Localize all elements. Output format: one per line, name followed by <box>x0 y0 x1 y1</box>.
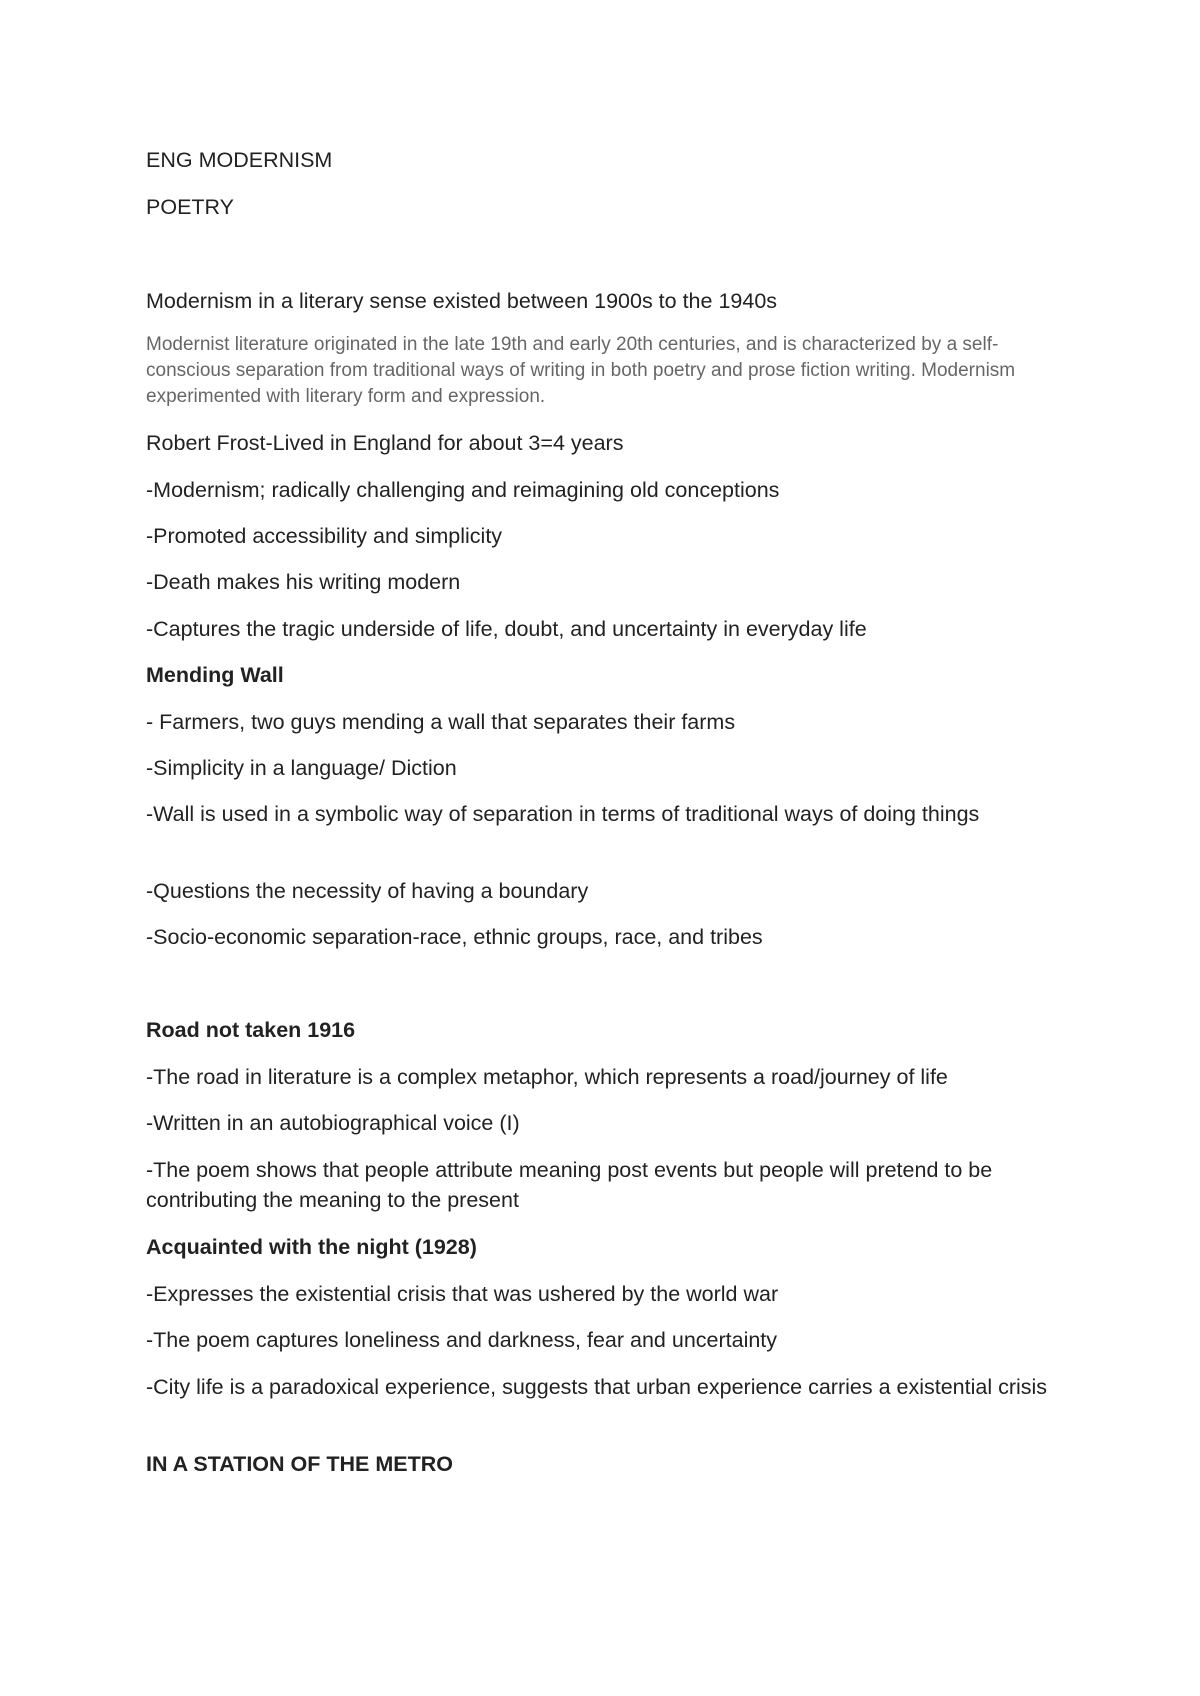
list-item: -Modernism; radically challenging and reimagining old conceptions <box>146 478 780 502</box>
list-item: -Simplicity in a language/ Diction <box>146 756 457 780</box>
intro-text: Modernism in a literary sense existed between 1900s to the 1940s <box>146 289 778 313</box>
section-heading-acquainted: Acquainted with the night (1928) <box>146 1235 477 1259</box>
list-item: -The road in literature is a complex metaphor, which represents a road/journey of life <box>146 1065 948 1089</box>
section-heading-metro: IN A STATION OF THE METRO <box>146 1452 453 1476</box>
document-title: ENG MODERNISM <box>146 148 333 172</box>
section-heading-mending-wall: Mending Wall <box>146 663 284 687</box>
list-item: - Farmers, two guys mending a wall that separates their farms <box>146 710 736 734</box>
list-item: -Captures the tragic underside of life, doubt, and uncertainty in everyday life <box>146 617 867 641</box>
list-item: -Death makes his writing modern <box>146 570 461 594</box>
list-item: -The poem shows that people attribute meaning post events but people will pretend to be contributing the meaning to the present <box>146 1158 993 1212</box>
list-item: -Questions the necessity of having a boundary <box>146 879 589 903</box>
intro-detail: Modernist literature originated in the late 19th and early 20th centuries, and is characterized by a self-conscious separation from traditional ways of writing in both poetry and prose fiction writing. Modernism experimented with literary form and expression. <box>146 334 1016 407</box>
list-item: -Wall is used in a symbolic way of separation in terms of traditional ways of doing things <box>146 802 980 826</box>
section-heading-road-not-taken: Road not taken 1916 <box>146 1018 356 1042</box>
frost-heading: Robert Frost-Lived in England for about 3=4 years <box>146 431 624 455</box>
list-item: -Promoted accessibility and simplicity <box>146 524 503 548</box>
list-item: -Socio-economic separation-race, ethnic groups, race, and tribes <box>146 925 763 949</box>
document-subtitle: POETRY <box>146 195 235 219</box>
list-item: -City life is a paradoxical experience, suggests that urban experience carries a existential crisis <box>146 1375 1048 1399</box>
list-item: -Expresses the existential crisis that was ushered by the world war <box>146 1282 779 1306</box>
list-item: -Written in an autobiographical voice (I) <box>146 1111 520 1135</box>
document-page <box>146 0 1066 1696</box>
list-item: -The poem captures loneliness and darkness, fear and uncertainty <box>146 1328 778 1352</box>
